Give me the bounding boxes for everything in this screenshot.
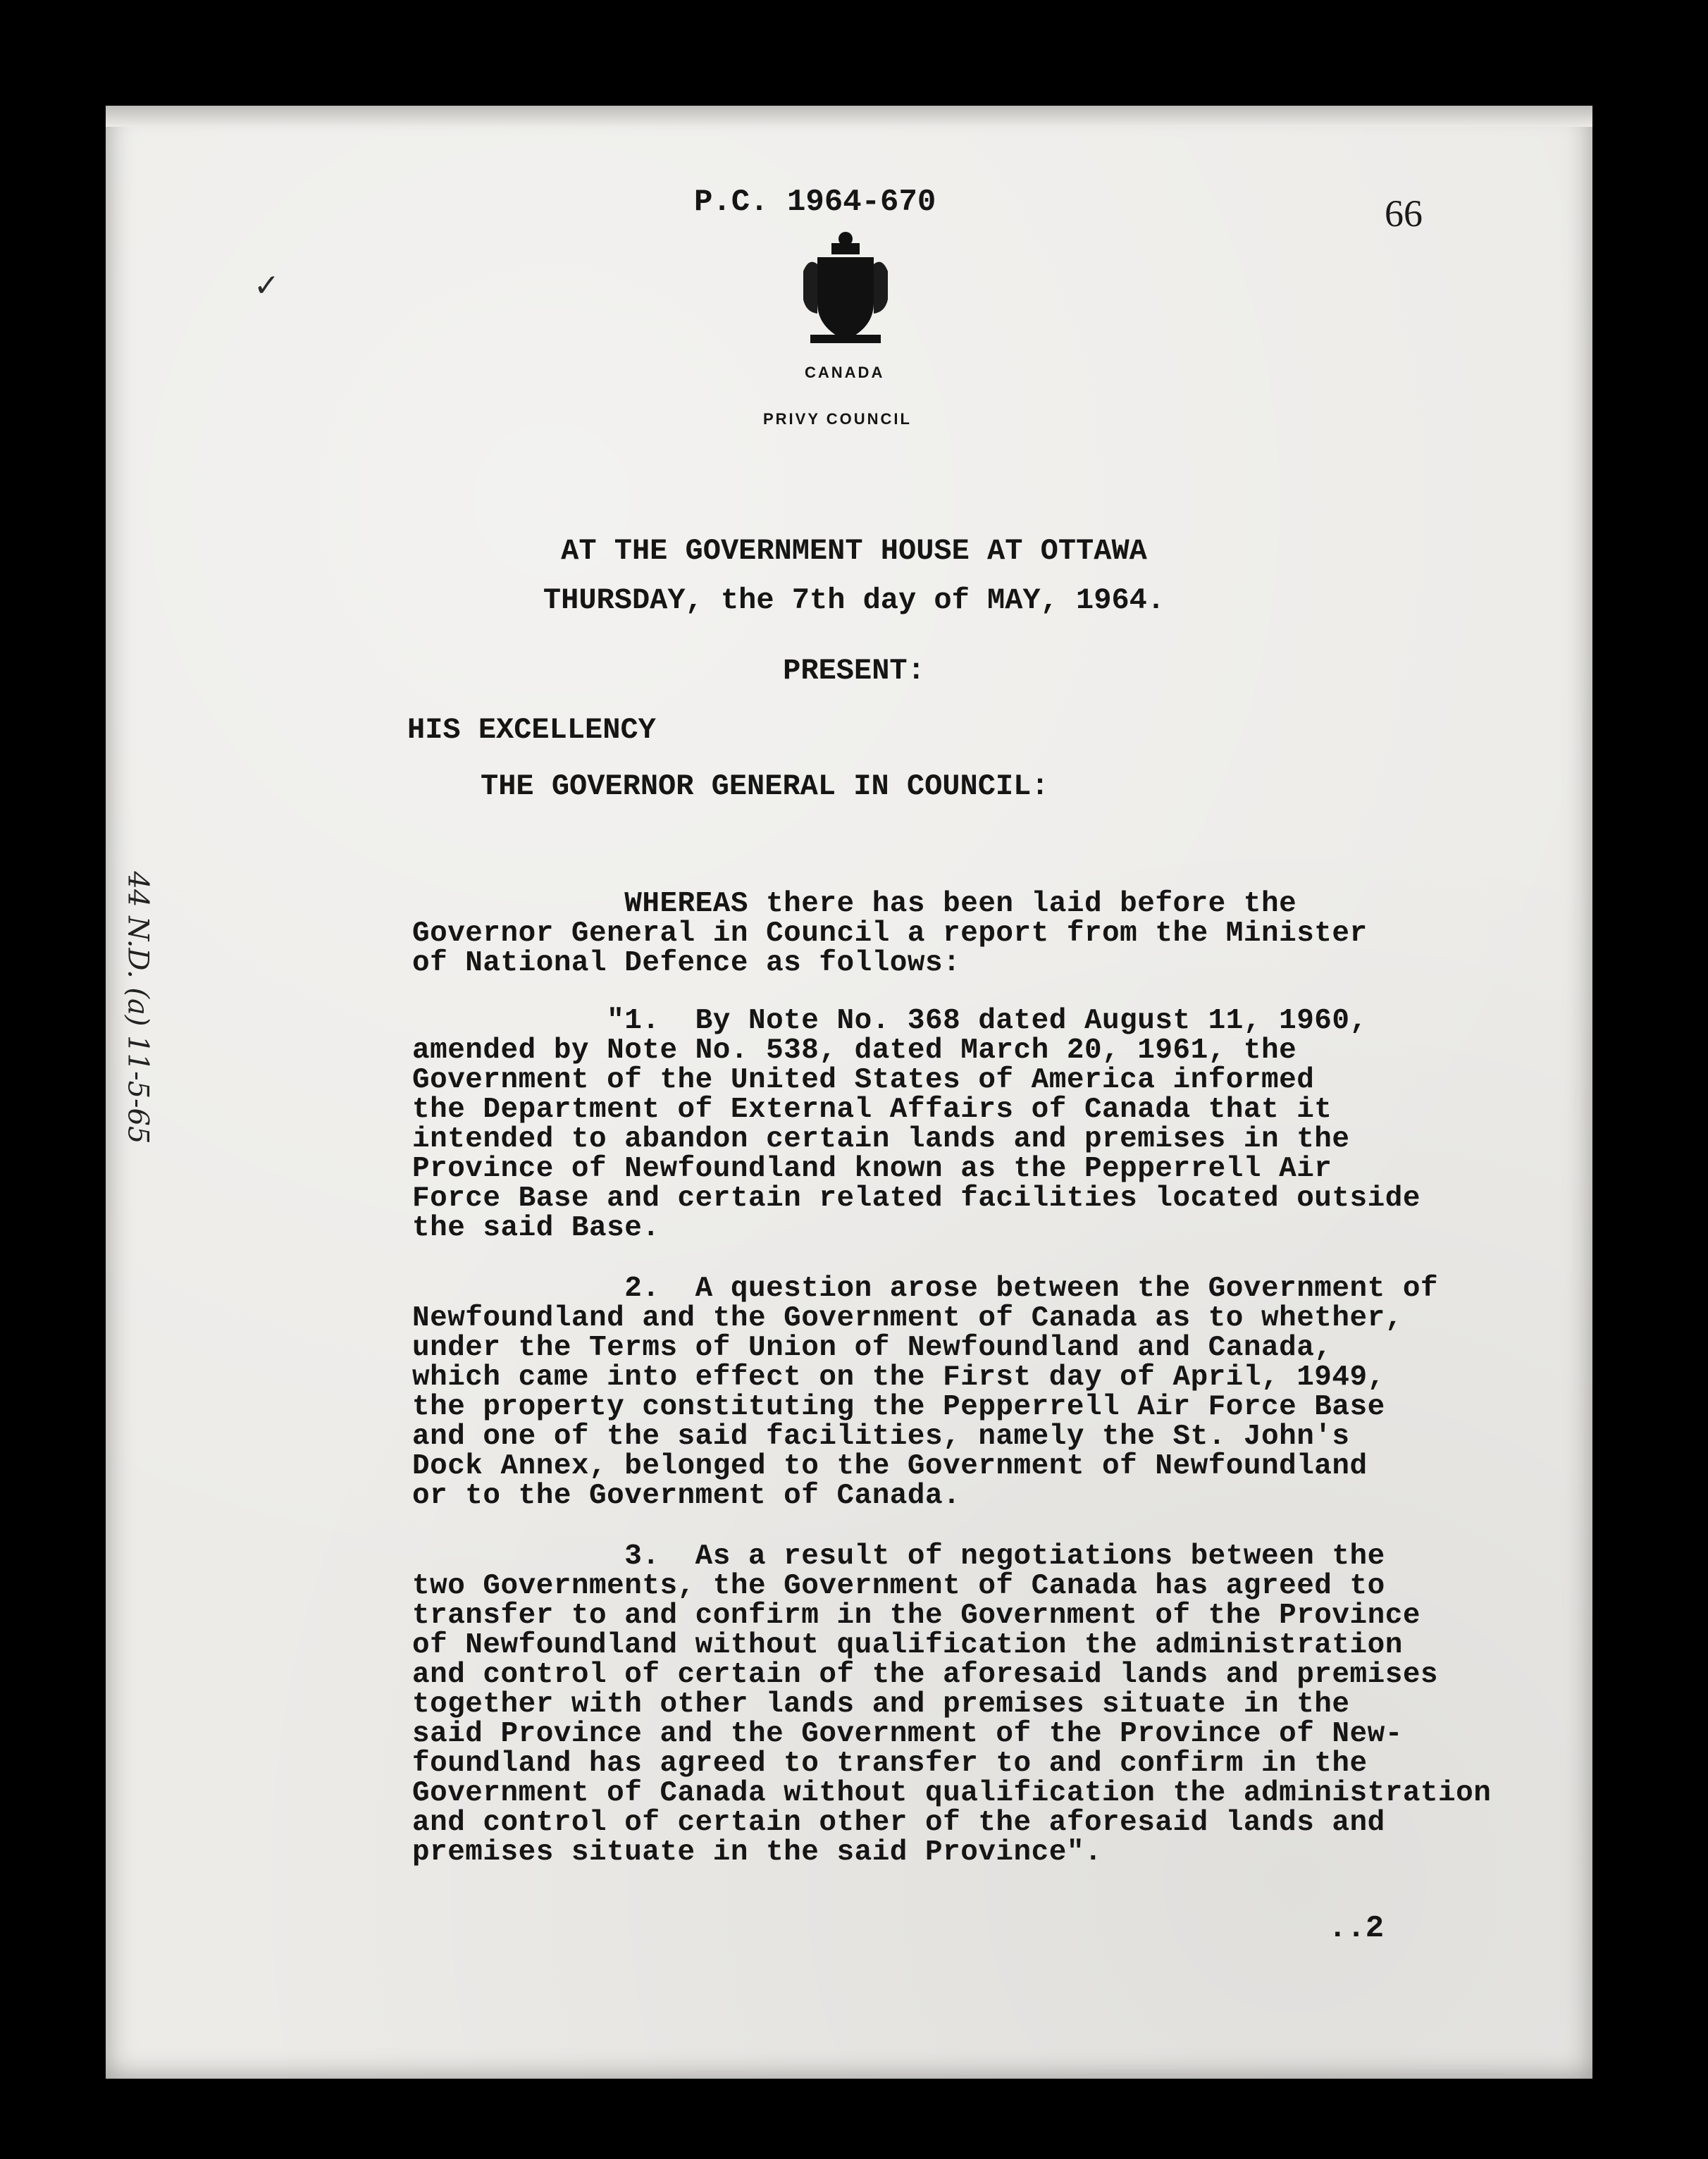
text-line: Province of Newfoundland known as the Pepperrell Air (412, 1153, 1332, 1185)
text-line: the property constituting the Pepperrell Air Force Base (412, 1391, 1385, 1423)
text-line: and control of certain other of the aforesaid lands and (412, 1807, 1385, 1839)
margin-note-text: 44 N.D. (a) 11-5-65 (121, 871, 154, 1144)
text-line: 3. As a result of negotiations between the (412, 1540, 1385, 1573)
present-heading: PRESENT: (783, 654, 925, 688)
text-line: Governor General in Council a report from the Minister (412, 917, 1368, 950)
coat-of-arms-icon (796, 229, 895, 349)
text-line: or to the Government of Canada. (412, 1480, 961, 1512)
text-line: and one of the said facilities, namely the St. John's (412, 1421, 1350, 1453)
title-date: THURSDAY, the 7th day of MAY, 1964. (543, 583, 1165, 617)
text-line: foundland has agreed to transfer to and confirm in the (412, 1747, 1368, 1780)
text-line: Newfoundland and the Government of Canada as to whether, (412, 1302, 1403, 1335)
text-line: of National Defence as follows: (412, 947, 961, 979)
text-line: under the Terms of Union of Newfoundland and Canada, (412, 1332, 1332, 1364)
text-line: together with other lands and premises situate in the (412, 1688, 1350, 1721)
office-label: PRIVY COUNCIL (763, 410, 912, 428)
text-line: premises situate in the said Province". (412, 1836, 1103, 1869)
continuation-marker: ..2 (1328, 1911, 1385, 1946)
text-line: WHEREAS there has been laid before the (412, 888, 1297, 920)
text-line: Government of Canada without qualification the administration (412, 1777, 1492, 1810)
margin-handwritten-note (92, 831, 183, 1184)
text-line: of Newfoundland without qualification the administration (412, 1629, 1403, 1662)
title-location: AT THE GOVERNMENT HOUSE AT OTTAWA (561, 534, 1147, 568)
text-line: amended by Note No. 538, dated March 20, 1961, the (412, 1034, 1297, 1067)
text-line: Dock Annex, belonged to the Government of Newfoundland (412, 1450, 1368, 1483)
text-line: the said Base. (412, 1212, 660, 1244)
pc-number: P.C. 1964-670 (694, 185, 936, 220)
text-line: "1. By Note No. 368 dated August 11, 1960, (412, 1005, 1368, 1037)
text-line: Force Base and certain related facilities located outside (412, 1182, 1421, 1215)
text-line: two Governments, the Government of Canada has agreed to (412, 1570, 1385, 1602)
text-line: Government of the United States of America informed (412, 1064, 1315, 1096)
country-label: CANADA (805, 364, 885, 381)
text-line: intended to abandon certain lands and premises in the (412, 1123, 1350, 1156)
text-line: transfer to and confirm in the Government of the Province (412, 1600, 1421, 1632)
text-line: said Province and the Government of the Province of New- (412, 1718, 1403, 1750)
attendee-governor-general: THE GOVERNOR GENERAL IN COUNCIL: (481, 769, 1049, 803)
page-top-edge (106, 106, 1592, 127)
folio-number: 66 (1385, 192, 1423, 235)
margin-tick-mark: ✓ (254, 268, 280, 304)
text-line: the Department of External Affairs of Canada that it (412, 1094, 1332, 1126)
text-line: which came into effect on the First day of April, 1949, (412, 1361, 1385, 1394)
text-line: and control of certain of the aforesaid lands and premises (412, 1659, 1439, 1691)
attendee-his-excellency: HIS EXCELLENCY (407, 713, 656, 747)
text-line: 2. A question arose between the Government of (412, 1273, 1439, 1305)
